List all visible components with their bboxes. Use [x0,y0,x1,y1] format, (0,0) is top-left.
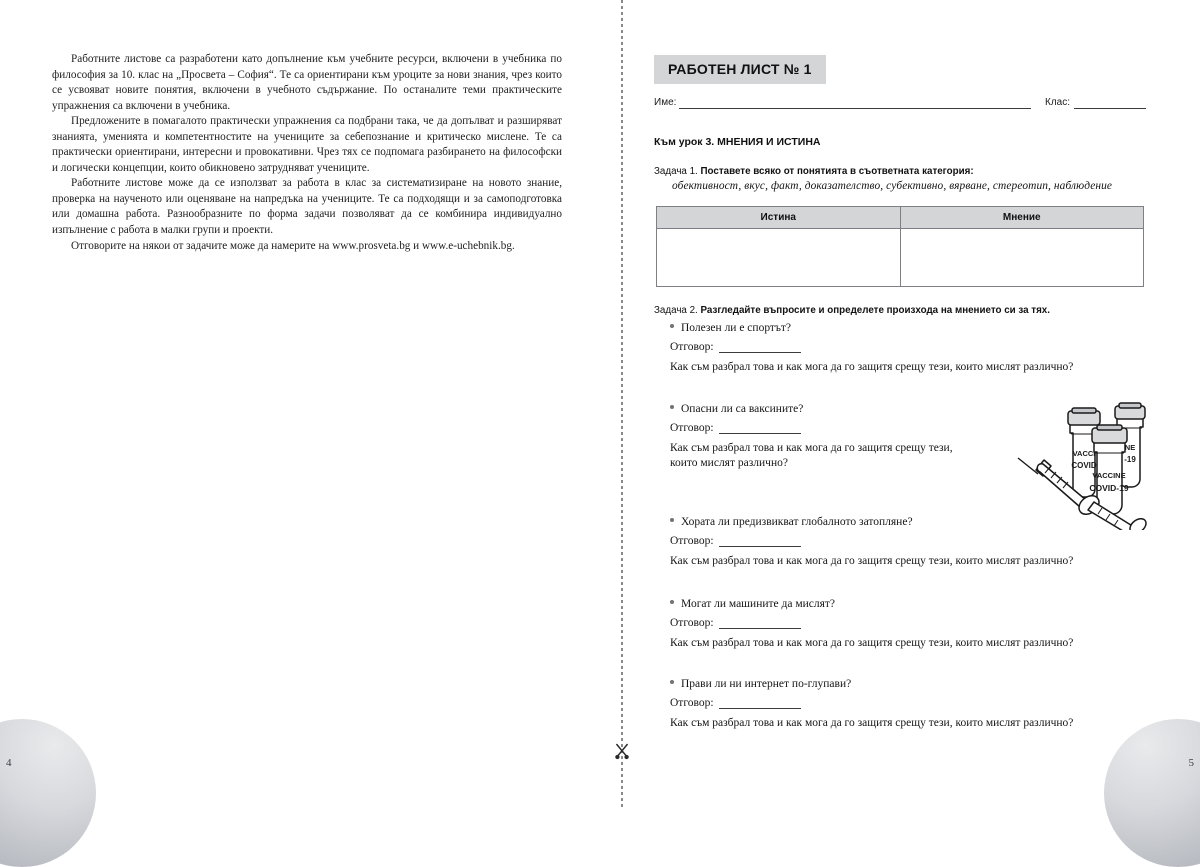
question-block-5 [670,678,1146,731]
answer-row-5 [670,697,1146,709]
column-header-truth: Истина [657,207,901,229]
cell-opinion-answer[interactable] [900,229,1144,287]
left-page-text-column [52,52,562,254]
question-1-text: Полезен ли е спортът? [681,322,792,334]
question-3-text: Хората ли предизвикват глобалното затопляне? [681,516,913,528]
answer-row-1 [670,341,1146,353]
answer-row-3 [670,535,1146,547]
page-number-left: 4 [6,757,12,769]
worksheet-title-banner: РАБОТЕН ЛИСТ № 1 [654,55,826,84]
question-block-4 [670,598,1146,651]
question-2-text: Опасни ли са ваксините? [681,403,804,415]
question-1-title [670,322,1146,334]
answer-input-line-3[interactable] [719,535,801,547]
column-header-opinion: Мнение [900,207,1144,229]
student-fields-row [654,97,1146,109]
answer-label-3: Отговор: [670,535,714,547]
cut-dashed-line [621,0,623,807]
bullet-icon [670,680,674,684]
question-4-title [670,598,1146,610]
scissors-icon [612,742,632,762]
task-2-number: Задача 2. [654,305,698,316]
question-5-text: Прави ли ни интернет по-глупави? [681,678,852,690]
reflection-prompt-4: Как съм разбрал това и как мога да го защитя срещу тези, които мислят различно? [670,637,1074,649]
task-1-heading [654,166,974,177]
right-page-corner [1104,719,1200,867]
table-row [657,229,1144,287]
reflection-prompt-2-line1: Как съм разбрал това и как мога да го защитя срещу тези, [670,442,953,454]
name-field-label: Име: [654,97,677,108]
bullet-icon [670,600,674,604]
task-1-terms-list: обективност, вкус, факт, доказателство, субективно, вярване, стереотип, наблюдение [672,180,1113,192]
answer-input-line-4[interactable] [719,617,801,629]
bullet-icon [670,324,674,328]
bullet-icon [670,518,674,522]
svg-text:VACCI: VACCI [1072,449,1096,458]
class-field-label: Клас: [1045,97,1070,108]
intro-paragraph-3: Работните листове може да се използват за работа в клас за систематизиране на новото знание, проверка на наученото или оценяване на напредъка на учениците. Те са подходящи и за самоподготовка или домашна работа. Разнообразните по форма задачи позволяват да се комбинира индивидуално изпълнение с работа в малки групи и проекти. [52,177,562,237]
reflection-prompt-3: Как съм разбрал това и как мога да го защитя срещу тези, които мислят различно? [670,555,1074,567]
svg-text:VACCINE: VACCINE [1092,471,1126,480]
reflection-prompt-2-line2: които мислят различно? [670,457,788,469]
answer-label-4: Отговор: [670,617,714,629]
answer-label-1: Отговор: [670,341,714,353]
truth-opinion-table [656,206,1144,287]
question-block-1 [670,322,1146,375]
question-4-text: Могат ли машините да мислят? [681,598,836,610]
answer-label-2: Отговор: [670,422,714,434]
covid-vaccine-illustration [1014,398,1186,530]
cell-truth-answer[interactable] [657,229,901,287]
answer-input-line-5[interactable] [719,697,801,709]
svg-text:-19: -19 [1124,455,1136,464]
answer-row-4 [670,617,1146,629]
page-number-right: 5 [1188,757,1194,769]
task-1-text: Поставете всяко от понятията в съответната категория: [700,166,974,177]
reflection-prompt-5: Как съм разбрал това и как мога да го защитя срещу тези, които мислят различно? [670,717,1074,729]
task-2-heading [654,305,1050,316]
intro-paragraph-4: Отговорите на някои от задачите може да намерите на www.prosveta.bg и www.e-uchebnik.bg. [71,239,515,252]
svg-text:COVID-19: COVID-19 [1089,483,1129,493]
reflection-prompt-2 [670,441,970,471]
bullet-icon [670,405,674,409]
table-header-row [657,207,1144,229]
task-2-text: Разгледайте въпросите и определете произхода на мнението си за тях. [700,305,1050,316]
intro-paragraph-2: Предложените в помагалото практически упражнения са подбрани така, че да допълват и разширяват знанията, уменията и компетентностите на учениците за себепознание и критическо мислене. Те са практически ориентирани, интересни и провокативни. Чрез тях се подпомага разбирането на философски и логически концепции, които обикновено затрудняват учениците. [52,115,562,174]
class-input-line[interactable] [1074,97,1146,109]
answer-input-line-2[interactable] [719,422,801,434]
answer-label-5: Отговор: [670,697,714,709]
left-page-corner [0,719,96,867]
svg-text:COVID: COVID [1071,461,1097,470]
lesson-reference-heading: Към урок 3. МНЕНИЯ И ИСТИНА [654,136,821,148]
intro-paragraph-1: Работните листове са разработени като допълнение към учебните ресурси, включени в учебника по философия за 10. клас на „Просвета – София“. Те са ориентирани към уроците за нови знания, чрез които се усвояват новите понятия, включени в учебното съдържание. По останалите теми практическите упражнения са включени в учебника. [52,53,562,112]
reflection-prompt-1: Как съм разбрал това и как мога да го защитя срещу тези, които мислят различно? [670,361,1074,373]
task-1-number: Задача 1. [654,166,698,177]
answer-input-line-1[interactable] [719,341,801,353]
name-input-line[interactable] [679,97,1031,109]
svg-text:NE: NE [1124,443,1136,452]
question-5-title [670,678,1146,690]
